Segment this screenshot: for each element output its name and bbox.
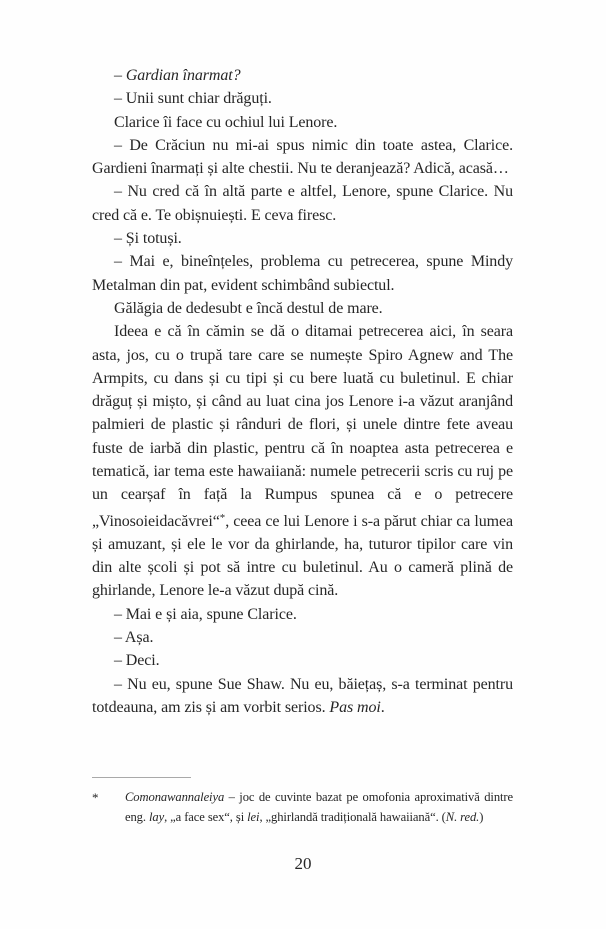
text-segment: – Și totuși. [114, 230, 182, 248]
text-segment: – Nu cred că în altă parte e altfel, Lenore, spune Clarice. Nu cred că e. Te obișnuiești. E ceva firesc. [92, 183, 513, 224]
paragraph [92, 297, 513, 320]
paragraph [92, 673, 513, 720]
text-segment: Pas moi [329, 698, 381, 716]
text-segment: Ideea e că în cămin se dă o ditamai petrecerea aici, în seara asta, jos, cu o trupă tare care se numește Spiro Agnew and The Armpits, cu dans și cu tipi și cu bere luată cu buletinul. E chiar drăguț și mișto, și când au luat cina jos Lenore i-a văzut aranjând palmieri de plastic și rânduri de flori, și unele dintre fete aveau fuste de iarbă din plastic, pentru că în noaptea asta petrecerea e tematică, iar tema este hawaiiană: numele petrecerii scris cu ruj pe un cearșaf în față la Rumpus spunea că e o petrecere „Vinosoieidacăvrei“ [92, 323, 513, 530]
text-segment: – Mai e și aia, spune Clarice. [114, 605, 297, 623]
text-segment: , „a face sex“, și [164, 809, 248, 824]
footnote-text [125, 788, 513, 827]
text-segment: – joc de cuvinte bazat pe omofonia aproximativă dintre eng. [125, 790, 513, 824]
paragraph [92, 603, 513, 626]
body-text [92, 64, 513, 719]
paragraph [92, 320, 513, 602]
text-segment: – Mai e, bineînțeles, problema cu petrecerea, spune Mindy Metalman din pat, evident schimbând subiectul. [92, 253, 513, 294]
paragraph [92, 64, 513, 87]
text-segment: – Deci. [114, 652, 160, 670]
paragraph [92, 87, 513, 110]
text-segment: Gardian înarmat? [125, 67, 241, 84]
text-segment: – [114, 67, 126, 84]
text-segment: Clarice îi face cu ochiul lui Lenore. [114, 113, 338, 131]
text-segment: lay [148, 809, 165, 824]
text-segment: . [380, 698, 385, 716]
paragraph [92, 134, 513, 181]
paragraph [92, 649, 513, 672]
text-segment: N. red. [445, 809, 480, 824]
text-segment: * [219, 511, 226, 524]
text-segment: Comonawannaleiya [125, 790, 225, 804]
paragraph [92, 250, 513, 297]
paragraph [92, 626, 513, 649]
paragraph [92, 227, 513, 250]
text-segment: – Așa. [114, 629, 154, 647]
footnote-row [92, 788, 513, 827]
text-segment: – Nu eu, spune Sue Shaw. Nu eu, băiețaș, s-a terminat pentru totdeauna, am zis și am vorbit serios. [92, 675, 513, 716]
text-segment: – De Crăciun nu mi-ai spus nimic din toate astea, Clarice. Gardieni înarmați și alte chestii. Nu te deranjează? Adică, acasă… [92, 136, 513, 178]
paragraph [92, 180, 513, 227]
text-segment: , ceea ce lui Lenore i s-a părut chiar ca lumea și amuzant, și ele le vor da ghirlande, ha, tuturor tipilor care vin din alte școli și pot să intre cu buletinul. Au o cameră plină de ghirlande, Lenore le-a văzut după cină. [92, 512, 513, 600]
text-segment: , „ghirlandă tradițională hawaiiană“. ( [259, 809, 446, 824]
text-segment: Gălăgia de dedesubt e încă destul de mare. [114, 299, 383, 317]
text-segment: lei [247, 809, 260, 824]
paragraph [92, 111, 513, 134]
page-number: 20 [0, 852, 606, 876]
footnote-marker: * [92, 790, 99, 805]
footnote-separator [92, 777, 191, 778]
text-segment: – Unii sunt chiar drăguți. [114, 90, 272, 108]
text-segment: ) [479, 809, 484, 824]
footnote [92, 777, 513, 827]
